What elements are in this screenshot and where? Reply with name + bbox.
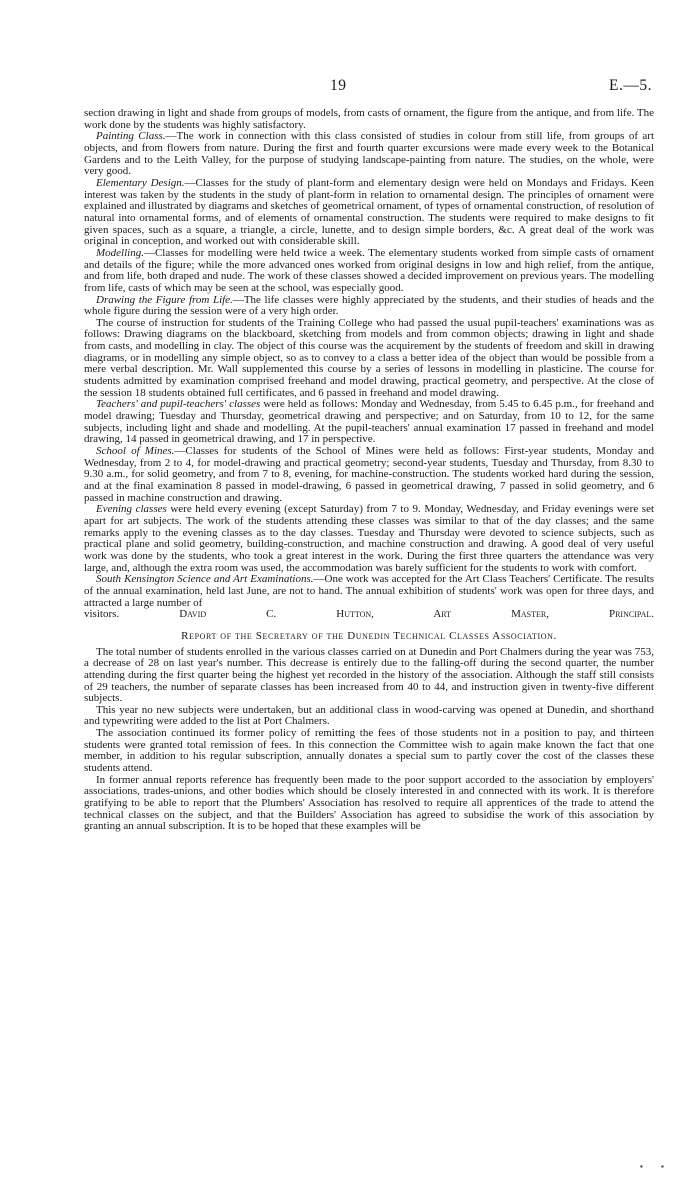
paragraph-life-drawing	[84, 295, 654, 318]
paragraph-examinations	[84, 574, 654, 609]
document-reference: E.—5.	[609, 77, 652, 94]
paragraph-text: —The life classes were highly appreciated by the students, and their studies of heads and the whole figure during the session were of a very high order.	[84, 293, 654, 318]
body-text	[84, 108, 654, 833]
paragraph-lead: School of Mines.	[96, 445, 175, 458]
section-heading: Report of the Secretary of the Dunedin Technical Classes Association.	[181, 629, 557, 642]
paragraph-lead: Evening classes	[96, 503, 167, 516]
paragraph-text: The course of instruction for students of the Training College who had passed the usual pupil-teachers' examinations was as follows: Drawing diagrams on the blackboard, sketching from models and from common objects; drawing in light and shade from casts, and modelling in clay. The object of this course was the acquirement by the students of freedom and skill in drawing diagrams, or in modelling any simple object, so as to convey to a class a better idea of the object than would be possible from a mere verbal description. Mr. Wall supplemented this course by a series of lessons in modelling in plasticine. The course for students admitted by examination comprised freehand and model drawing, practical geometry, and perspective. At the close of the session 18 students obtained full certificates, and 6 passed in freehand and model drawing.	[84, 316, 654, 399]
page-number: 19	[330, 77, 347, 94]
report-paragraph: The association continued its former policy of remitting the fees of those students not in a position to pay, and thirteen students were granted total remission of fees. In this connection the Committee wish to again make known the fact that one member, in addition to his regular subscription, annually donates a special sum to partly cover the cost of the classes these students attend.	[84, 727, 654, 775]
page-header	[0, 77, 700, 99]
paragraph-text: —The work in connection with this class consisted of studies in colour from still life, from groups of art objects, and from flowers from nature. During the first and fourth quarter excursions were made every week to the Botanical Gardens and to the Leith Valley, for the purpose of studying landscape-painting from nature. The studies, on the whole, were very good.	[84, 130, 655, 178]
paragraph-text: —Classes for students of the School of Mines were held as follows: First-year students, Monday and Wednesday, from 2 to 4, for model-drawing and practical geometry; second-year students, Tuesday and Thursday, from 8.30 to 9.30 a.m., for solid geometry, and from 7 to 8, evening, for machine-construction. The students worked hard during the session, and at the final examination 8 passed in model-drawing, 6 passed in geometrical drawing, 7 passed in solid geometry, and 6 passed in machine construction and drawing.	[84, 445, 654, 504]
paragraph-modelling	[84, 248, 654, 295]
paragraph-text: were held every evening (except Saturday) from 7 to 9. Monday, Wednesday, and Friday evenings were set apart for art subjects. The work of the students attending these classes was similar to that of the day classes; and the same remarks apply to the evening classes as to the day classes. Tuesday and Thursday were devoted to science subjects, such as practical plane and solid geometry, building-construction, and machine construction and drawing. A good deal of very useful work was done by the students, who took a great interest in the work. During the first three quarters the attendance was very large, and, although the extra room was used, the accommodation was barely sufficient for the students to work with comfort.	[84, 503, 655, 574]
paragraph-text: —Classes for modelling were held twice a week. The elementary students worked from simple casts of ornament and details of the figure; while the more advanced ones worked from original designs in low and high relief, from the antique, and from life, both draped and nude. The work of these classes showed a decided improvement on previous years. The modelling from life, casts of which may be seen at the school, was especially good.	[84, 246, 654, 294]
paragraph-evening-classes	[84, 504, 654, 574]
report-paragraph: The total number of students enrolled in the various classes carried on at Dunedin and Port Chalmers during the year was 753, a decrease of 28 on last year's number. This decrease is entirely due to the falling-off during the second quarter, the number attending during the first quarter being the highest yet recorded in the history of the association. Although the staff still consists of 29 teachers, the number of separate classes has been increased from 40 to 44, and instruction given in twenty-five different subjects.	[84, 645, 654, 705]
print-speck: ▪	[640, 1162, 643, 1171]
paragraph-lead: Modelling.	[96, 246, 144, 259]
paragraph-lead: Drawing the Figure from Life.	[96, 293, 233, 306]
paragraph-training-college	[84, 318, 654, 400]
paragraph-lead: South Kensington Science and Art Examinations.	[96, 573, 314, 586]
paragraph: section drawing in light and shade from groups of models, from casts of ornament, the figure from the antique, and from life. The work done by the students was highly satisfactory.	[84, 107, 654, 131]
paragraph-lead: Teachers' and pupil-teachers' classes	[96, 398, 261, 411]
paragraph-text: —One work was accepted for the Art Class Teachers' Certificate. The results of the annual examination, held last June, are not to hand. The annual exhibition of students' work was open for three days, and attracted a large number of	[84, 573, 654, 609]
paragraph-text: were held as follows: Monday and Wednesday, from 5.45 to 6.45 p.m., for freehand and model drawing; Tuesday and Thursday, geometrical drawing and perspective; and on Saturday, from 10 to 12, for the same subjects, including light and shade and modelling. At the pupil-teachers' annual examination 17 passed in freehand and model drawing, 14 passed in geometrical drawing, and 17 in perspective.	[84, 398, 654, 446]
closing-word: visitors.	[84, 608, 120, 621]
paragraph-lead: Elementary Design.	[96, 176, 185, 189]
paragraph-text: —Classes for the study of plant-form and elementary design were held on Mondays and Fridays. Keen interest was taken by the students in the study of plant-form in relation to ornamental design. The principles of ornament were explained and illustrated by diagrams and sketches of geometrical ornament, of types of ornamental construction, of resolution of natural into ornamental forms, and of elements of ornamental construction. The students were required to make designs to fit given spaces, such as a square, a triangle, a circle, lunette, and to design simple borders, &c. A great deal of the work was original in conception, and worked out with considerable skill.	[84, 176, 654, 248]
report-paragraph: In former annual reports reference has frequently been made to the poor support accorded to the association by employers' associations, trades-unions, and other bodies which should be closely interested in and connected with its work. It is therefore gratifying to be able to report that the Plumbers' Association has resolved to require all apprentices of the trade to attend the technical classes on the subject, and that the Builders' Association has agreed to subsidise the work of this association by granting an annual subscription. It is to be hoped that these examples will be	[84, 773, 654, 833]
paragraph-painting-class	[84, 131, 654, 178]
paragraph-school-of-mines	[84, 446, 654, 504]
paragraph-lead: Painting Class.	[96, 130, 166, 143]
signature: David C. Hutton, Art Master, Principal.	[179, 608, 655, 621]
report-paragraph: This year no new subjects were undertaken, but an additional class in wood-carving was opened at Dunedin, and shorthand and typewriting were added to the list at Port Chalmers.	[84, 703, 654, 728]
closing-line	[84, 609, 654, 621]
paragraph-elementary-design	[84, 178, 654, 248]
print-speck: ▪	[661, 1162, 664, 1171]
paragraph-teachers-classes	[84, 399, 654, 446]
